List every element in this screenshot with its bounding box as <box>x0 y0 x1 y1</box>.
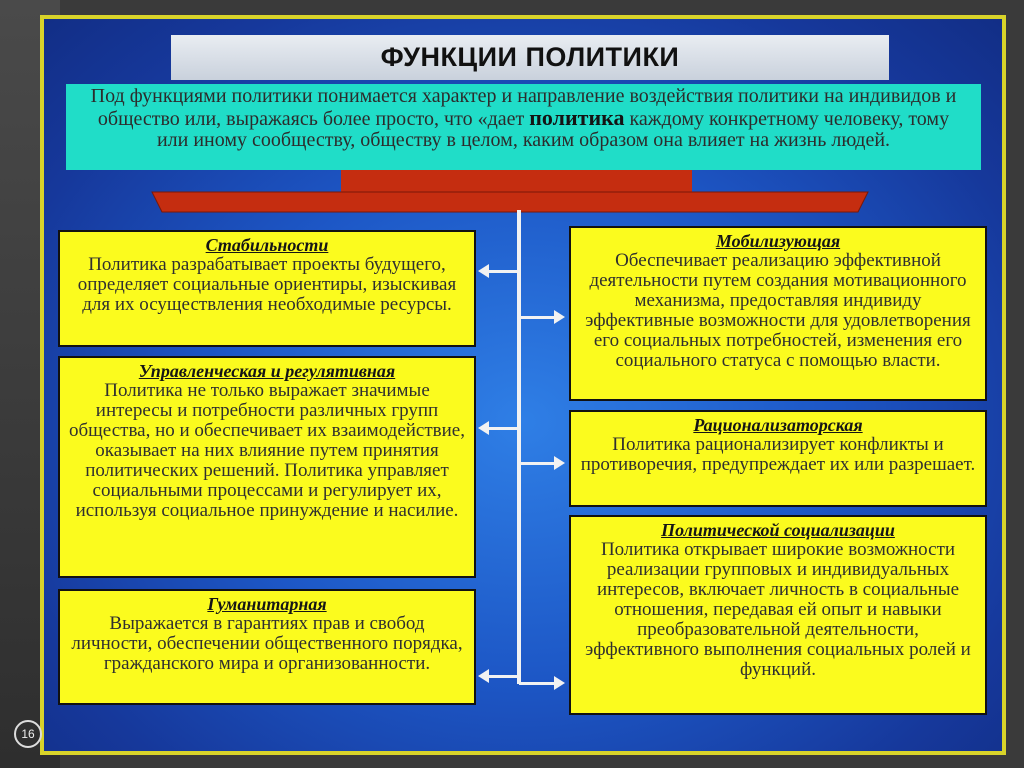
function-text: Политика открывает широкие возможности реализации групповых и индивидуальных интересов, включает личность в социальные отношения, передавая ей опыт и навыки преобразовательной деятельности, эффективного выполнения социальных ролей и функций. <box>585 539 971 680</box>
arrow-to-stability <box>488 270 519 273</box>
arrow-to-regulatory <box>488 427 519 430</box>
slide-title: ФУНКЦИИ ПОЛИТИКИ <box>171 35 889 80</box>
connector-bar-shape <box>152 192 868 212</box>
function-heading: Стабильности <box>205 235 329 255</box>
arrow-to-humanitarian <box>488 675 519 678</box>
intro-text-part1: Под функциями политики понимается характер и направление воздействия политики на индивидов и общество или, выражаясь более просто, что «дает <box>90 85 957 130</box>
connector-trunk <box>517 210 521 684</box>
function-heading: Мобилизующая <box>715 231 841 251</box>
function-text: Политика не только выражает значимые интересы и потребности различных групп общества, но и обеспечивает их взаимодействие, оказывает на них влияние путем принятия политических решений. Политика управляет социальными процессами и регулирует их, используя социальное принуждение и насилие. <box>69 380 465 521</box>
function-heading: Политической социализации <box>661 520 895 540</box>
function-box-socialization <box>569 515 987 715</box>
function-box-stability <box>58 230 476 347</box>
function-text: Обеспечивает реализацию эффективной деятельности путем создания мотивационного механизма, предоставляя индивиду эффективные возможности для удовлетворения его социальных потребностей, изменения его социального статуса с помощью власти. <box>585 250 971 371</box>
function-box-rationalizing <box>569 410 987 507</box>
arrow-to-mobilizing <box>519 316 555 319</box>
function-text: Политика разрабатывает проекты будущего, определяет социальные ориентиры, изыскивая для их осуществления необходимые ресурсы. <box>77 254 457 315</box>
function-box-mobilizing <box>569 226 987 401</box>
function-box-humanitarian <box>58 589 476 705</box>
function-text: Политика рационализирует конфликты и противоречия, предупреждает их или разрешает. <box>580 434 976 475</box>
function-heading: Управленческая и регулятивная <box>138 361 396 381</box>
arrow-to-rationalizing <box>519 462 555 465</box>
function-text: Выражается в гарантиях прав и свобод личности, обеспечении общественного порядка, гражданского мира и организованности. <box>71 613 463 674</box>
page-number: 16 <box>14 720 42 748</box>
function-heading: Рационализаторская <box>693 415 863 435</box>
connector-bar <box>0 190 1024 214</box>
intro-text-part2: каждому конкретному человеку, тому или иному сообществу, обществу в целом, каким образом она влияет на жизнь людей. <box>156 108 950 151</box>
function-box-regulatory <box>58 356 476 578</box>
intro-emphasis: политика <box>529 105 625 130</box>
intro-definition <box>66 84 981 170</box>
function-heading: Гуманитарная <box>207 594 327 614</box>
arrow-to-socialization <box>519 682 555 685</box>
